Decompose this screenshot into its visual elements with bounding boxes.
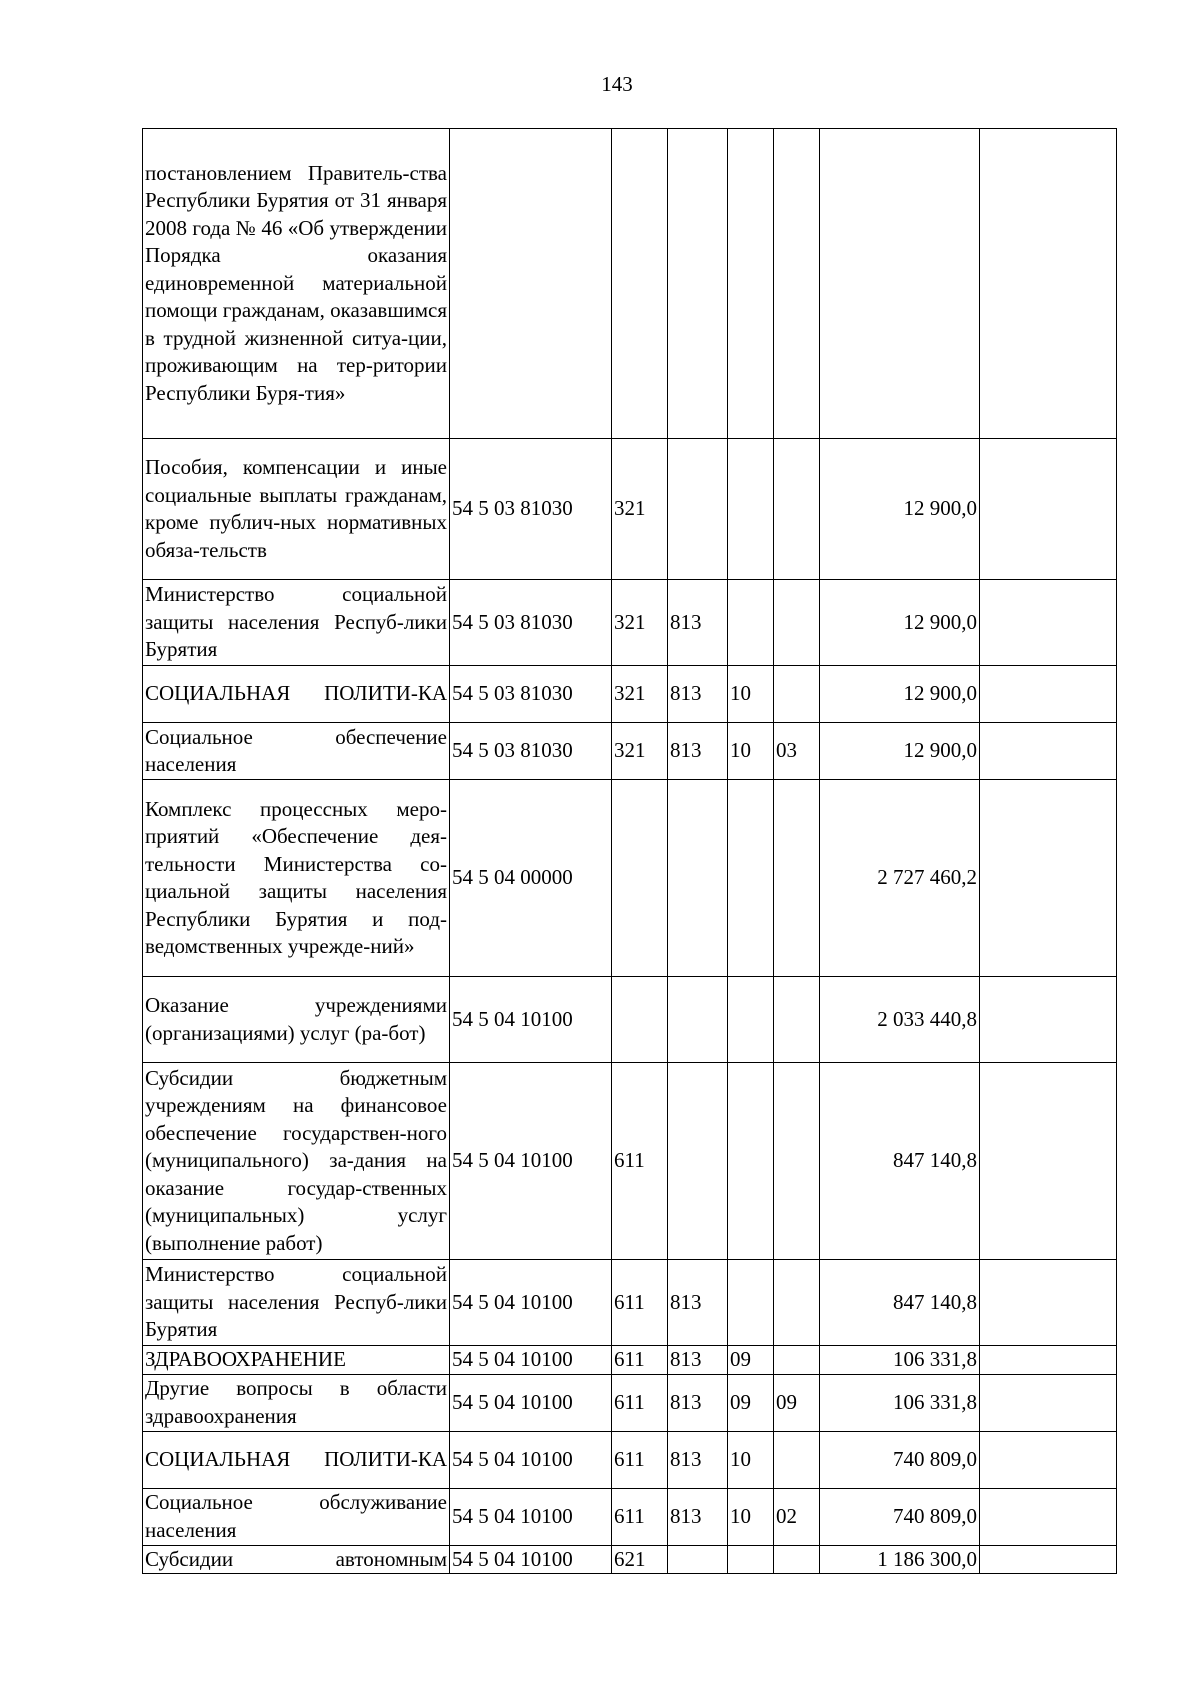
amount-cell: 2 727 460,2	[820, 780, 980, 977]
administrator-code-cell	[668, 129, 728, 439]
expense-type-code-cell: 611	[612, 1374, 668, 1431]
expense-type-code-cell: 321	[612, 723, 668, 780]
expense-type-code-cell	[612, 129, 668, 439]
administrator-code-cell: 813	[668, 1346, 728, 1375]
table-row	[143, 129, 1117, 439]
subsection-code-cell: 03	[774, 723, 820, 780]
administrator-code-cell: 813	[668, 1488, 728, 1545]
administrator-code-cell	[668, 1063, 728, 1260]
subsection-code-cell: 09	[774, 1374, 820, 1431]
item-name-cell: СОЦИАЛЬНАЯ ПОЛИТИ-КА	[143, 666, 450, 723]
extra-cell	[980, 666, 1117, 723]
extra-cell	[980, 129, 1117, 439]
section-code-cell	[728, 580, 774, 666]
section-code-cell	[728, 439, 774, 580]
item-name-cell: Другие вопросы в области здравоохранения	[143, 1374, 450, 1431]
extra-cell	[980, 1431, 1117, 1488]
target-article-code-cell: 54 5 04 10100	[450, 1488, 612, 1545]
extra-cell	[980, 1374, 1117, 1431]
administrator-code-cell: 813	[668, 1374, 728, 1431]
table-row	[143, 780, 1117, 977]
table-row	[143, 977, 1117, 1063]
administrator-code-cell	[668, 1545, 728, 1574]
section-code-cell	[728, 1260, 774, 1346]
expense-type-code-cell: 611	[612, 1488, 668, 1545]
expense-type-code-cell	[612, 977, 668, 1063]
target-article-code-cell: 54 5 03 81030	[450, 666, 612, 723]
target-article-code-cell: 54 5 03 81030	[450, 439, 612, 580]
target-article-code-cell: 54 5 04 10100	[450, 1431, 612, 1488]
extra-cell	[980, 1545, 1117, 1574]
subsection-code-cell	[774, 1431, 820, 1488]
section-code-cell: 10	[728, 666, 774, 723]
page-number: 143	[601, 72, 633, 96]
section-code-cell: 09	[728, 1346, 774, 1375]
section-code-cell: 09	[728, 1374, 774, 1431]
amount-cell: 12 900,0	[820, 666, 980, 723]
amount-cell: 847 140,8	[820, 1063, 980, 1260]
section-code-cell: 10	[728, 723, 774, 780]
budget-table	[142, 128, 1117, 1574]
item-name-cell: Комплекс процессных меро-приятий «Обеспечение дея-тельности Министерства со-циальной защиты населения Республики Бурятия и под-ведомственных учрежде-ний»	[143, 780, 450, 977]
administrator-code-cell	[668, 780, 728, 977]
administrator-code-cell: 813	[668, 666, 728, 723]
target-article-code-cell: 54 5 04 10100	[450, 1346, 612, 1375]
section-code-cell: 10	[728, 1431, 774, 1488]
extra-cell	[980, 977, 1117, 1063]
item-name-cell: Субсидии автономным	[143, 1545, 450, 1574]
extra-cell	[980, 1260, 1117, 1346]
amount-cell: 1 186 300,0	[820, 1545, 980, 1574]
target-article-code-cell: 54 5 04 10100	[450, 977, 612, 1063]
table-row	[143, 723, 1117, 780]
table-row	[143, 666, 1117, 723]
table-row	[143, 1374, 1117, 1431]
section-code-cell	[728, 129, 774, 439]
target-article-code-cell: 54 5 04 00000	[450, 780, 612, 977]
administrator-code-cell: 813	[668, 1431, 728, 1488]
item-name-cell: постановлением Правитель-ства Республики Бурятия от 31 января 2008 года № 46 «Об утверждении Порядка оказания единовременной материальной помощи гражданам, оказавшимся в трудной жизненной ситуа-ции, проживающим на тер-ритории Республики Буря-тия»	[143, 129, 450, 439]
item-name-cell: Социальное обслуживание населения	[143, 1488, 450, 1545]
amount-cell: 2 033 440,8	[820, 977, 980, 1063]
subsection-code-cell: 02	[774, 1488, 820, 1545]
item-name-cell: Субсидии бюджетным учреждениям на финансовое обеспечение государствен-ного (муниципального) за-дания на оказание государ-ственных (муниципальных) услуг (выполнение работ)	[143, 1063, 450, 1260]
amount-cell: 12 900,0	[820, 580, 980, 666]
expense-type-code-cell: 611	[612, 1063, 668, 1260]
section-code-cell	[728, 977, 774, 1063]
expense-type-code-cell	[612, 780, 668, 977]
subsection-code-cell	[774, 1260, 820, 1346]
subsection-code-cell	[774, 129, 820, 439]
administrator-code-cell: 813	[668, 1260, 728, 1346]
target-article-code-cell: 54 5 04 10100	[450, 1260, 612, 1346]
section-code-cell	[728, 780, 774, 977]
expense-type-code-cell: 611	[612, 1260, 668, 1346]
expense-type-code-cell: 321	[612, 666, 668, 723]
extra-cell	[980, 780, 1117, 977]
amount-cell: 106 331,8	[820, 1346, 980, 1375]
administrator-code-cell: 813	[668, 580, 728, 666]
amount-cell: 740 809,0	[820, 1431, 980, 1488]
extra-cell	[980, 723, 1117, 780]
item-name-cell: ЗДРАВООХРАНЕНИЕ	[143, 1346, 450, 1375]
section-code-cell: 10	[728, 1488, 774, 1545]
target-article-code-cell: 54 5 04 10100	[450, 1545, 612, 1574]
subsection-code-cell	[774, 977, 820, 1063]
section-code-cell	[728, 1063, 774, 1260]
extra-cell	[980, 439, 1117, 580]
administrator-code-cell: 813	[668, 723, 728, 780]
item-name-cell: Министерство социальной защиты населения Респуб-лики Бурятия	[143, 580, 450, 666]
amount-cell: 106 331,8	[820, 1374, 980, 1431]
table-body	[143, 129, 1117, 1574]
table-row	[143, 580, 1117, 666]
expense-type-code-cell: 321	[612, 580, 668, 666]
amount-cell: 12 900,0	[820, 439, 980, 580]
table-row	[143, 1431, 1117, 1488]
target-article-code-cell: 54 5 03 81030	[450, 723, 612, 780]
administrator-code-cell	[668, 977, 728, 1063]
item-name-cell: СОЦИАЛЬНАЯ ПОЛИТИ-КА	[143, 1431, 450, 1488]
table-row	[143, 1346, 1117, 1375]
amount-cell	[820, 129, 980, 439]
section-code-cell	[728, 1545, 774, 1574]
extra-cell	[980, 1063, 1117, 1260]
target-article-code-cell	[450, 129, 612, 439]
item-name-cell: Министерство социальной защиты населения Респуб-лики Бурятия	[143, 1260, 450, 1346]
target-article-code-cell: 54 5 03 81030	[450, 580, 612, 666]
amount-cell: 847 140,8	[820, 1260, 980, 1346]
table-row	[143, 1260, 1117, 1346]
subsection-code-cell	[774, 1545, 820, 1574]
table-row	[143, 1488, 1117, 1545]
subsection-code-cell	[774, 1063, 820, 1260]
subsection-code-cell	[774, 780, 820, 977]
item-name-cell: Оказание учреждениями (организациями) услуг (ра-бот)	[143, 977, 450, 1063]
item-name-cell: Социальное обеспечение населения	[143, 723, 450, 780]
target-article-code-cell: 54 5 04 10100	[450, 1063, 612, 1260]
subsection-code-cell	[774, 1346, 820, 1375]
administrator-code-cell	[668, 439, 728, 580]
expense-type-code-cell: 621	[612, 1545, 668, 1574]
item-name-cell: Пособия, компенсации и иные социальные выплаты гражданам, кроме публич-ных нормативных обяза-тельств	[143, 439, 450, 580]
amount-cell: 740 809,0	[820, 1488, 980, 1545]
amount-cell: 12 900,0	[820, 723, 980, 780]
expense-type-code-cell: 611	[612, 1431, 668, 1488]
extra-cell	[980, 1488, 1117, 1545]
target-article-code-cell: 54 5 04 10100	[450, 1374, 612, 1431]
subsection-code-cell	[774, 666, 820, 723]
subsection-code-cell	[774, 580, 820, 666]
table-row	[143, 1545, 1117, 1574]
expense-type-code-cell: 321	[612, 439, 668, 580]
extra-cell	[980, 1346, 1117, 1375]
expense-type-code-cell: 611	[612, 1346, 668, 1375]
subsection-code-cell	[774, 439, 820, 580]
table-row	[143, 1063, 1117, 1260]
extra-cell	[980, 580, 1117, 666]
table-row	[143, 439, 1117, 580]
